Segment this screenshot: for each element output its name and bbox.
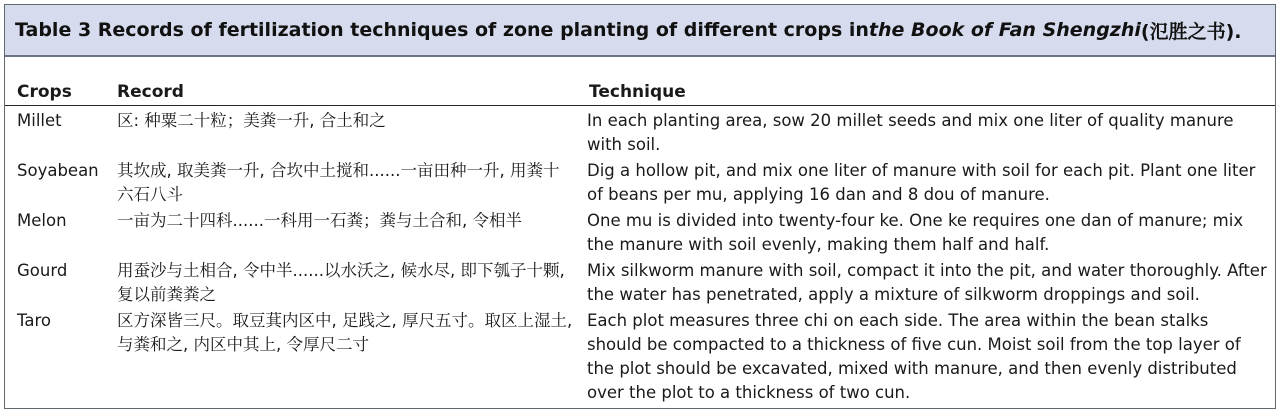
caption-prefix: Table 3 Records of fertilization techniques of zone planting of different crops in [15, 19, 869, 41]
record-cell: 区方深皆三尺。取豆萁内区中, 足践之, 厚尺五寸。取区上湿土, 与粪和之, 内区中其上, 令厚尺二寸 [117, 311, 573, 354]
record-cell: 一亩为二十四科......一科用一石粪；粪与土合和, 令相半 [117, 211, 522, 230]
table-row [5, 106, 1275, 159]
record-cell: 区: 种粟二十粒；美粪一升, 合土和之 [117, 111, 386, 130]
table-row [5, 258, 1275, 308]
table-row [5, 208, 1275, 258]
column-header-technique: Technique [577, 79, 1275, 106]
column-header-crops: Crops [5, 79, 105, 106]
records-table [5, 79, 1275, 406]
record-cell: 用蚕沙与土相合, 令中半......以水沃之, 候水尽, 即下瓠子十颗, 复以前粪粪之 [117, 261, 565, 304]
caption-book-title: the Book of Fan Shengzhi [868, 19, 1141, 41]
record-cell: 其坎成, 取美粪一升, 合坎中土搅和......一亩田种一升, 用粪十六石八斗 [117, 161, 560, 204]
table-container [4, 4, 1276, 409]
crop-cell: Millet [17, 111, 62, 130]
crop-cell: Gourd [17, 261, 68, 280]
technique-cell: Mix silkworm manure with soil, compact it into the pit, and water thoroughly. After the water has penetrated, apply a mixture of silkworm droppings and soil. [587, 261, 1267, 304]
technique-cell: In each planting area, sow 20 millet seeds and mix one liter of quality manure with soil. [587, 111, 1234, 154]
table-row [5, 158, 1275, 208]
header-row [5, 79, 1275, 106]
crop-cell: Melon [17, 211, 67, 230]
caption-suffix: (氾胜之书). [1140, 20, 1242, 43]
column-header-record: Record [105, 79, 577, 106]
table-caption [5, 5, 1275, 57]
technique-cell: Dig a hollow pit, and mix one liter of manure with soil for each pit. Plant one liter of beans per mu, applying 16 dan and 8 dou of manure. [587, 161, 1256, 204]
technique-cell: Each plot measures three chi on each side. The area within the bean stalks should be compacted to a thickness of five cun. Moist soil from the top layer of the plot should be excavated, mixed with manure, and then evenly distributed over the plot to a thickness of two cun. [587, 311, 1241, 402]
crop-cell: Soyabean [17, 161, 99, 180]
technique-cell: One mu is divided into twenty-four ke. One ke requires one dan of manure; mix the manure with soil evenly, making them half and half. [587, 211, 1244, 254]
crop-cell: Taro [17, 311, 51, 330]
table-row [5, 308, 1275, 406]
